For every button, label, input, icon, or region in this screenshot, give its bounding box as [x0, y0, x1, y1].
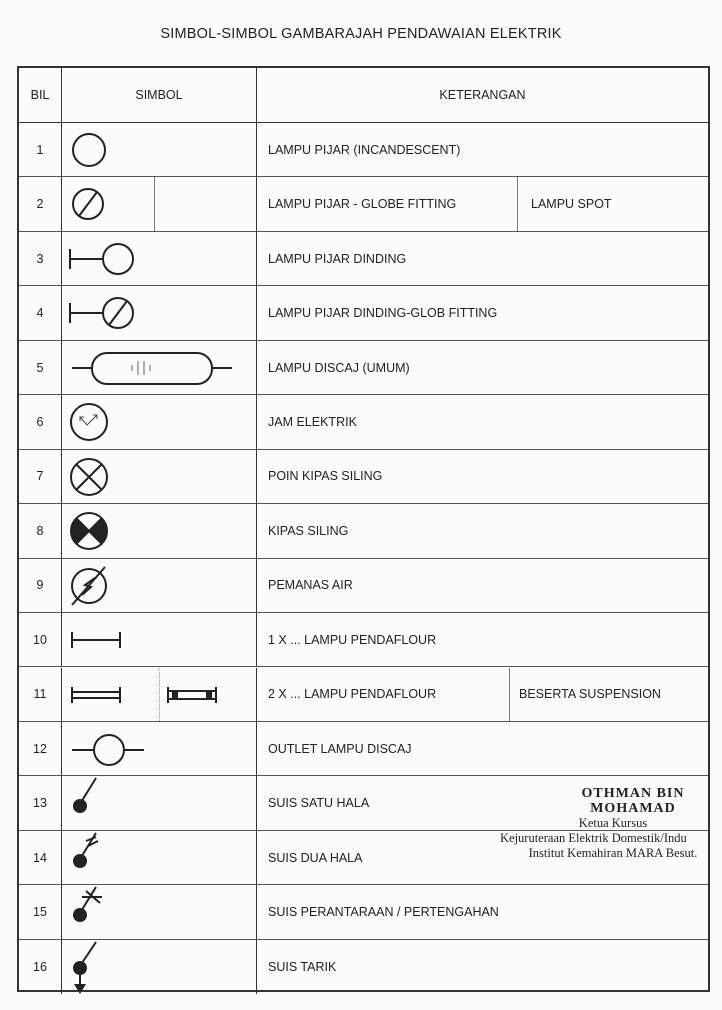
table-row — [19, 940, 708, 994]
electric-clock-icon — [62, 395, 257, 449]
stamp-role: Ketua Kursus — [578, 816, 648, 830]
pull-switch-icon — [62, 940, 257, 994]
row-number: 10 — [19, 613, 62, 666]
row-symbol — [62, 504, 257, 557]
row-number: 3 — [19, 232, 62, 285]
table-row — [19, 286, 708, 340]
row-symbol — [62, 559, 257, 612]
stamp-name: OTHMAN BIN MOHAMAD — [581, 786, 685, 816]
row-symbol — [62, 123, 257, 176]
one-way-switch-icon — [62, 776, 257, 830]
header-simbol: SIMBOL — [62, 68, 257, 122]
discharge-lamp-icon — [62, 341, 257, 395]
header-keterangan: KETERANGAN — [439, 88, 526, 102]
row-symbol — [62, 341, 257, 394]
table-row — [19, 504, 708, 558]
stamp-org: Institut Kemahiran MARA Besut. — [528, 846, 698, 860]
row-description: SUIS PERANTARAAN / PERTENGAHAN — [268, 905, 499, 920]
row-description: OUTLET LAMPU DISCAJ — [268, 741, 412, 756]
official-stamp — [498, 786, 722, 861]
row-description: SUIS DUA HALA — [268, 850, 363, 865]
row-number: 5 — [19, 341, 62, 394]
row-symbol — [62, 885, 257, 938]
table-row — [19, 341, 708, 395]
row-number: 4 — [19, 286, 62, 339]
wall-globe-lamp-icon — [62, 286, 257, 340]
row-description: JAM ELEKTRIK — [268, 414, 357, 429]
row-symbol — [62, 940, 257, 994]
incandescent-lamp-icon — [62, 123, 257, 177]
row-number: 1 — [19, 123, 62, 176]
row-description: LAMPU PIJAR - GLOBE FITTING — [268, 197, 457, 212]
table-row — [19, 123, 708, 177]
row-number: 11 — [19, 668, 62, 721]
row-symbol — [62, 286, 257, 339]
discharge-outlet-icon — [62, 722, 257, 776]
row-symbol — [62, 395, 257, 448]
globe-fitting-icon — [62, 177, 257, 231]
row-number: 12 — [19, 722, 62, 775]
row-number: 8 — [19, 504, 62, 557]
header-bil: BIL — [19, 68, 62, 122]
row-symbol — [62, 831, 257, 884]
table-row — [19, 177, 708, 231]
row-number: 14 — [19, 831, 62, 884]
water-heater-icon — [62, 559, 257, 613]
row-number: 2 — [19, 177, 62, 230]
row-description: LAMPU PIJAR DINDING-GLOB FITTING — [268, 306, 498, 321]
row-number: 6 — [19, 395, 62, 448]
row-text-2: LAMPU SPOT — [531, 197, 612, 212]
intermediate-switch-icon — [62, 885, 257, 939]
single-fluorescent-icon — [62, 613, 257, 667]
row-description: PEMANAS AIR — [268, 578, 353, 593]
stamp-dept: Kejuruteraan Elektrik Domestik/Indu — [500, 831, 687, 845]
row-description: LAMPU PIJAR (INCANDESCENT) — [268, 142, 461, 157]
table-row — [19, 395, 708, 449]
row-description: POIN KIPAS SILING — [268, 469, 383, 484]
row-description: SUIS SATU HALA — [268, 796, 370, 811]
row-description: SUIS TARIK — [268, 959, 337, 974]
row-symbol — [62, 722, 257, 775]
row-description: LAMPU DISCAJ (UMUM) — [268, 360, 410, 375]
table-row — [19, 450, 708, 504]
ceiling-fan-icon — [62, 504, 257, 558]
wall-lamp-icon — [62, 232, 257, 286]
row-number: 16 — [19, 940, 62, 994]
table-row — [19, 722, 708, 776]
row-symbol — [62, 232, 257, 285]
table-row — [19, 232, 708, 286]
two-way-switch-icon — [62, 831, 257, 885]
row-symbol — [62, 177, 257, 230]
row-symbol — [62, 450, 257, 503]
row-symbol — [62, 613, 257, 666]
row-description: LAMPU PIJAR DINDING — [268, 251, 407, 266]
row-description: KIPAS SILING — [268, 523, 349, 538]
row-number: 7 — [19, 450, 62, 503]
table-row — [19, 613, 708, 667]
row-number: 9 — [19, 559, 62, 612]
row-number: 13 — [19, 776, 62, 829]
page-title: SIMBOL-SIMBOL GAMBARAJAH PENDAWAIAN ELEKTRIK — [160, 26, 562, 42]
row-description: 2 X ... LAMPU PENDAFLOUR — [268, 687, 437, 702]
ceiling-fan-point-icon — [62, 450, 257, 504]
table-row — [19, 559, 708, 613]
row-description: 1 X ... LAMPU PENDAFLOUR — [268, 632, 437, 647]
row-symbol — [62, 776, 257, 829]
row-number: 15 — [19, 885, 62, 938]
table-row — [19, 885, 708, 939]
table-row — [19, 668, 708, 722]
table-header — [19, 68, 708, 123]
row-text-2: BESERTA SUSPENSION — [519, 687, 661, 702]
